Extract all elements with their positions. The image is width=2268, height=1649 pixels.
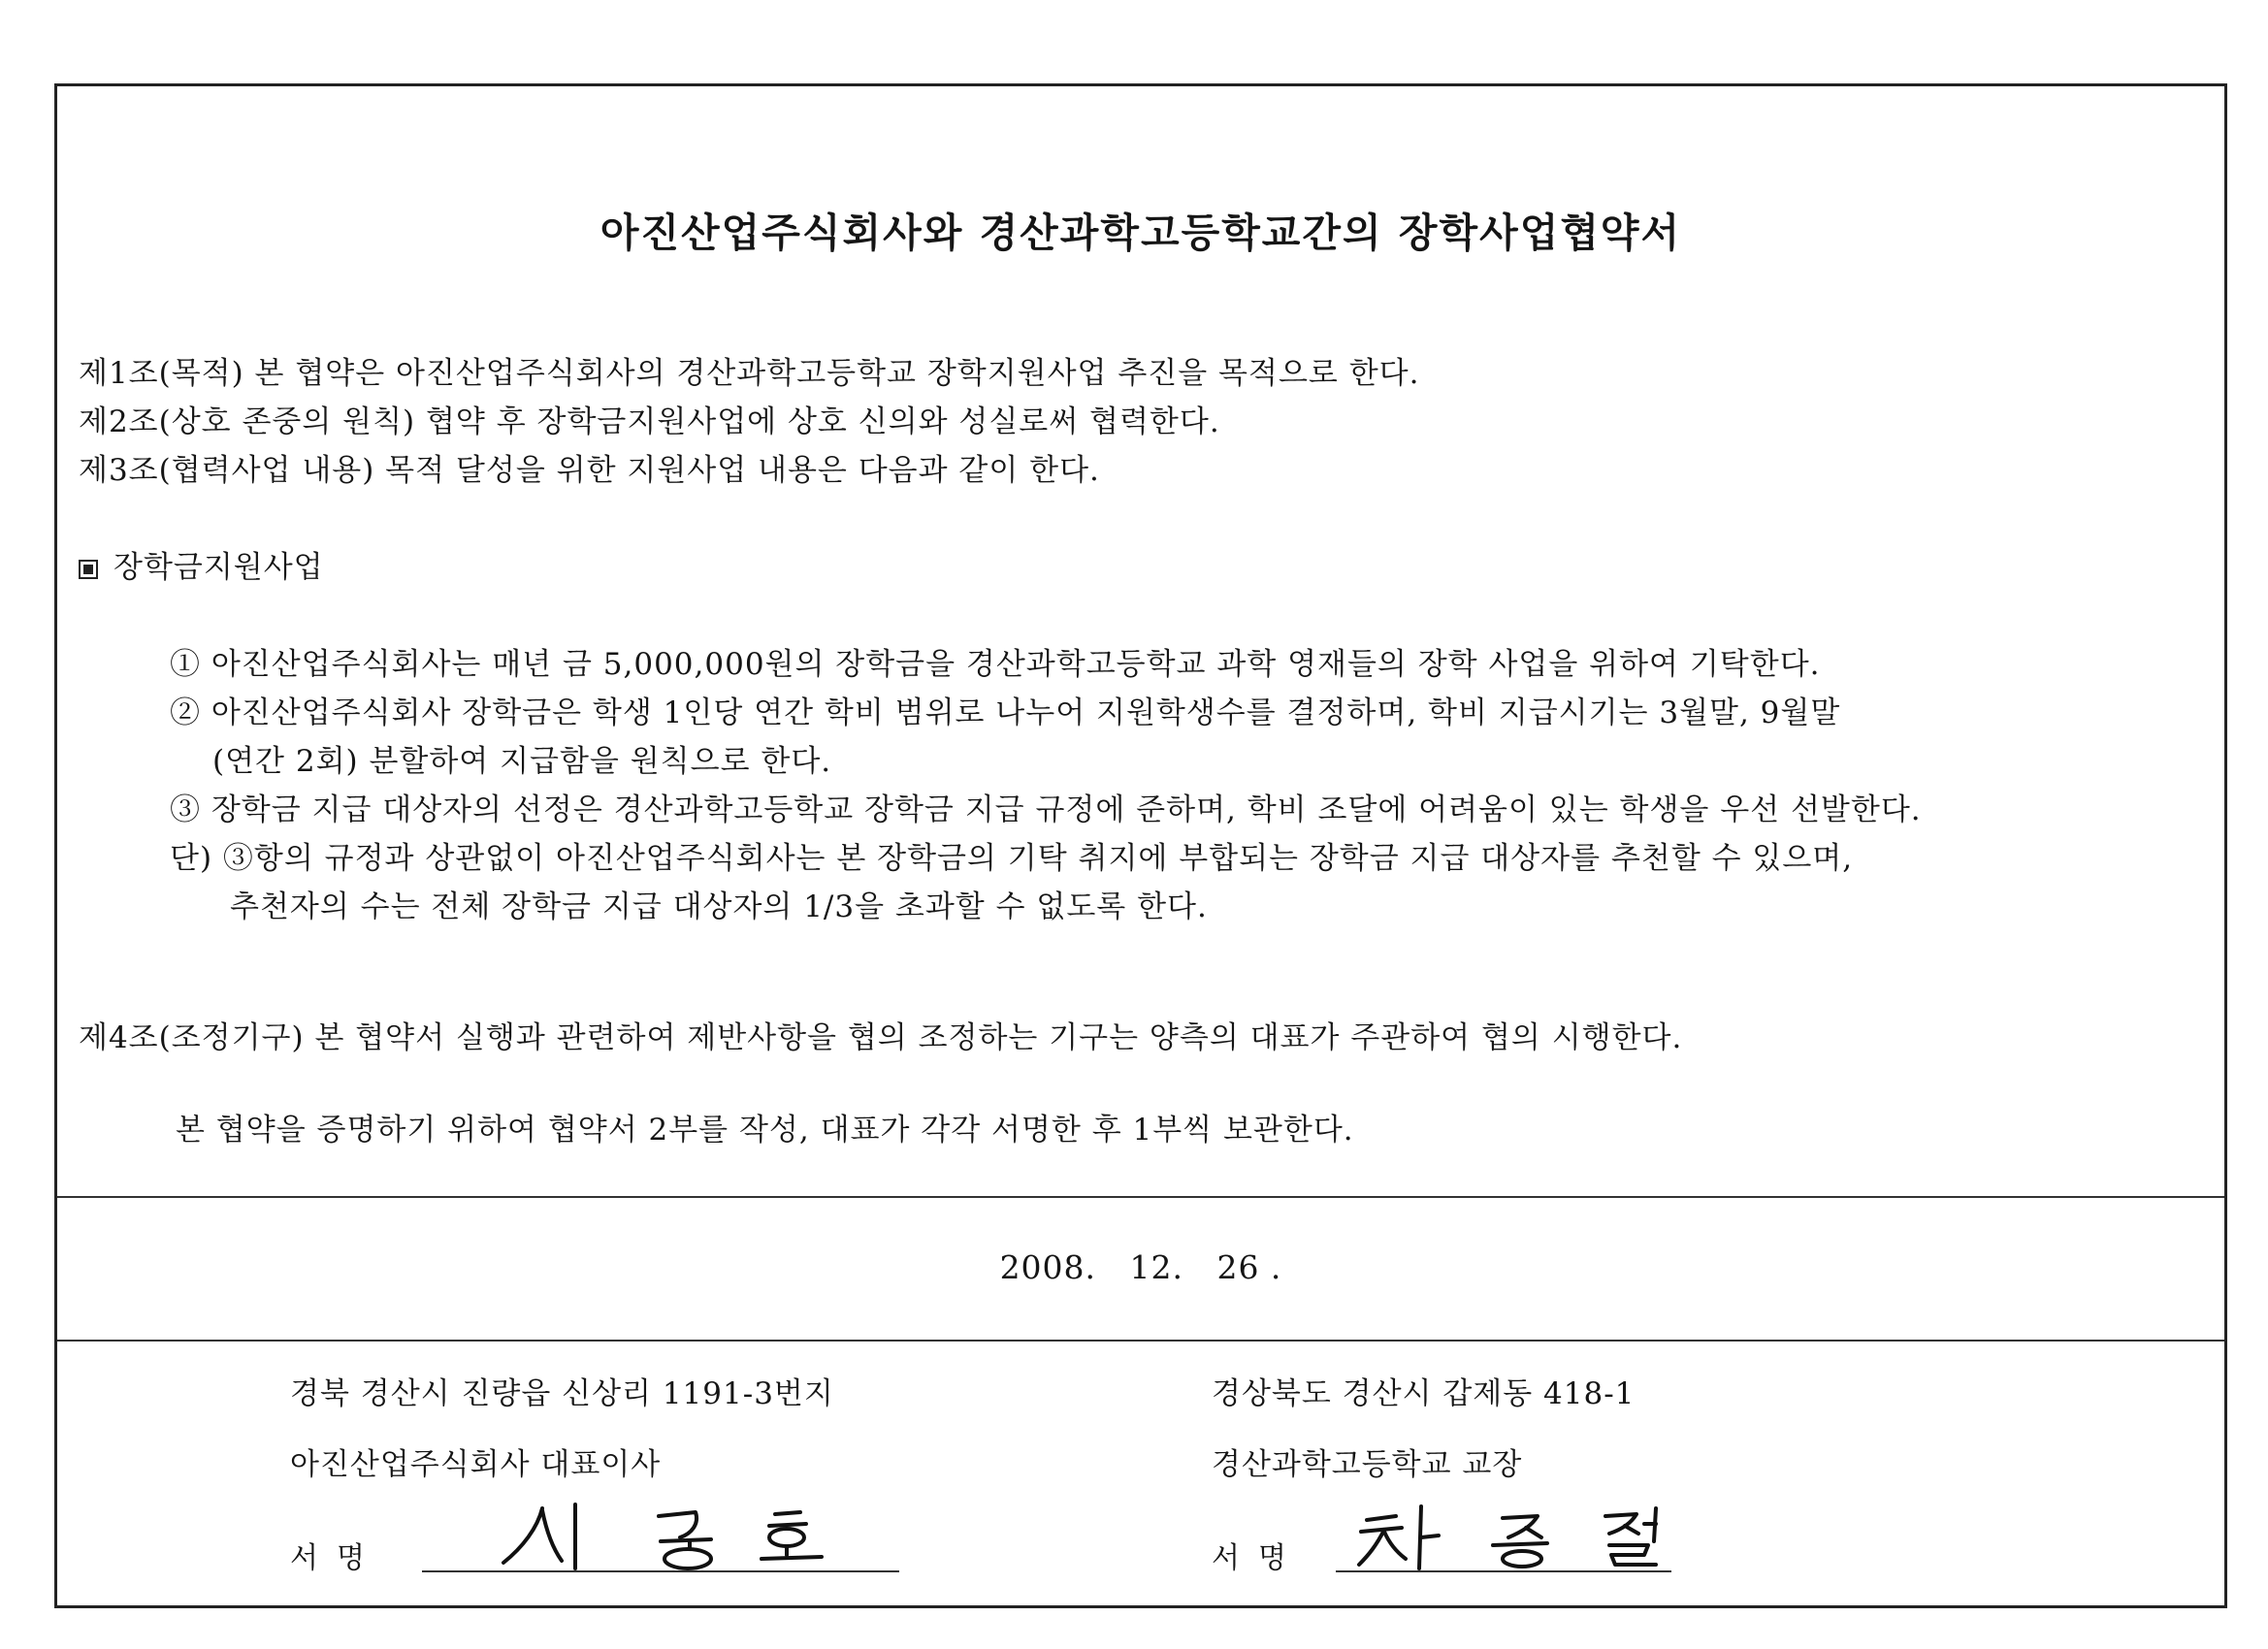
party-right (1212, 1369, 1635, 1483)
item-2-continued: (연간 2회) 분할하여 지급함을 원칙으로 한다. (212, 744, 832, 779)
closing-statement: 본 협약을 증명하기 위하여 협약서 2부를 작성, 대표가 각각 서명한 후 1부씩 보관한다. (176, 1113, 1354, 1148)
section-heading-text: 장학금지원사업 (113, 550, 324, 585)
square-bullet-icon (79, 560, 98, 579)
agreement-date: 2008. 12. 26 . (999, 1248, 1282, 1286)
article-1: 제1조(목적) 본 협약은 아진산업주식회사의 경산과학고등학교 장학지원사업 추진을 목적으로 한다. (79, 356, 1420, 391)
party-right-handwritten-signature (1347, 1499, 1755, 1576)
party-right-sign-label: 서 명 (1212, 1541, 1287, 1575)
party-left-name: 아진산업주식회사 대표이사 (290, 1447, 662, 1482)
party-right-name: 경산과학고등학교 교장 (1212, 1447, 1523, 1482)
article-2: 제2조(상호 존중의 원칙) 협약 후 장학금지원사업에 상호 신의와 성실로써 협력한다. (79, 404, 1220, 439)
party-left-sign-label: 서 명 (290, 1541, 366, 1575)
agreement-body (57, 86, 2224, 1198)
party-left-address: 경북 경산시 진량읍 신상리 1191-3번지 (290, 1376, 834, 1411)
item-note: 단) ③항의 규정과 상관없이 아진산업주식회사는 본 장학금의 기탁 취지에 부합되는 장학금 지급 대상자를 추천할 수 있으며, (170, 841, 1854, 876)
party-left-signature-row (290, 1499, 969, 1576)
party-left-sign-line (422, 1570, 899, 1572)
article-4: 제4조(조정기구) 본 협약서 실행과 관련하여 제반사항을 협의 조정하는 기구는 양측의 대표가 주관하여 협의 시행한다. (79, 1020, 1683, 1055)
party-left-handwritten-signature (445, 1499, 911, 1576)
item-1: ① 아진산업주식회사는 매년 금 5,000,000원의 장학금을 경산과학고등학교 과학 영재들의 장학 사업을 위하여 기탁한다. (170, 647, 1821, 682)
signature-section (57, 1340, 2224, 1605)
item-2: ② 아진산업주식회사 장학금은 학생 1인당 연간 학비 범위로 나누어 지원학생수를 결정하며, 학비 지급시기는 3월말, 9월말 (170, 695, 1841, 730)
item-3: ③ 장학금 지급 대상자의 선정은 경산과학고등학교 장학금 지급 규정에 준하며, 학비 조달에 어려움이 있는 학생을 우선 선발한다. (170, 792, 1922, 827)
party-right-signature-row (1212, 1499, 1832, 1576)
article-3: 제3조(협력사업 내용) 목적 달성을 위한 지원사업 내용은 다음과 같이 한다. (79, 453, 1100, 488)
document-title: 아진산업주식회사와 경산과학고등학교간의 장학사업협약서 (599, 210, 1682, 256)
section-heading (79, 542, 324, 586)
item-note-continued: 추천자의 수는 전체 장학금 지급 대상자의 1/3을 초과할 수 없도록 한다. (230, 889, 1208, 924)
date-section (57, 1196, 2224, 1342)
party-right-address: 경상북도 경산시 갑제동 418-1 (1212, 1376, 1636, 1411)
agreement-frame (54, 83, 2227, 1608)
party-left (290, 1369, 834, 1483)
party-right-sign-line (1336, 1570, 1671, 1572)
